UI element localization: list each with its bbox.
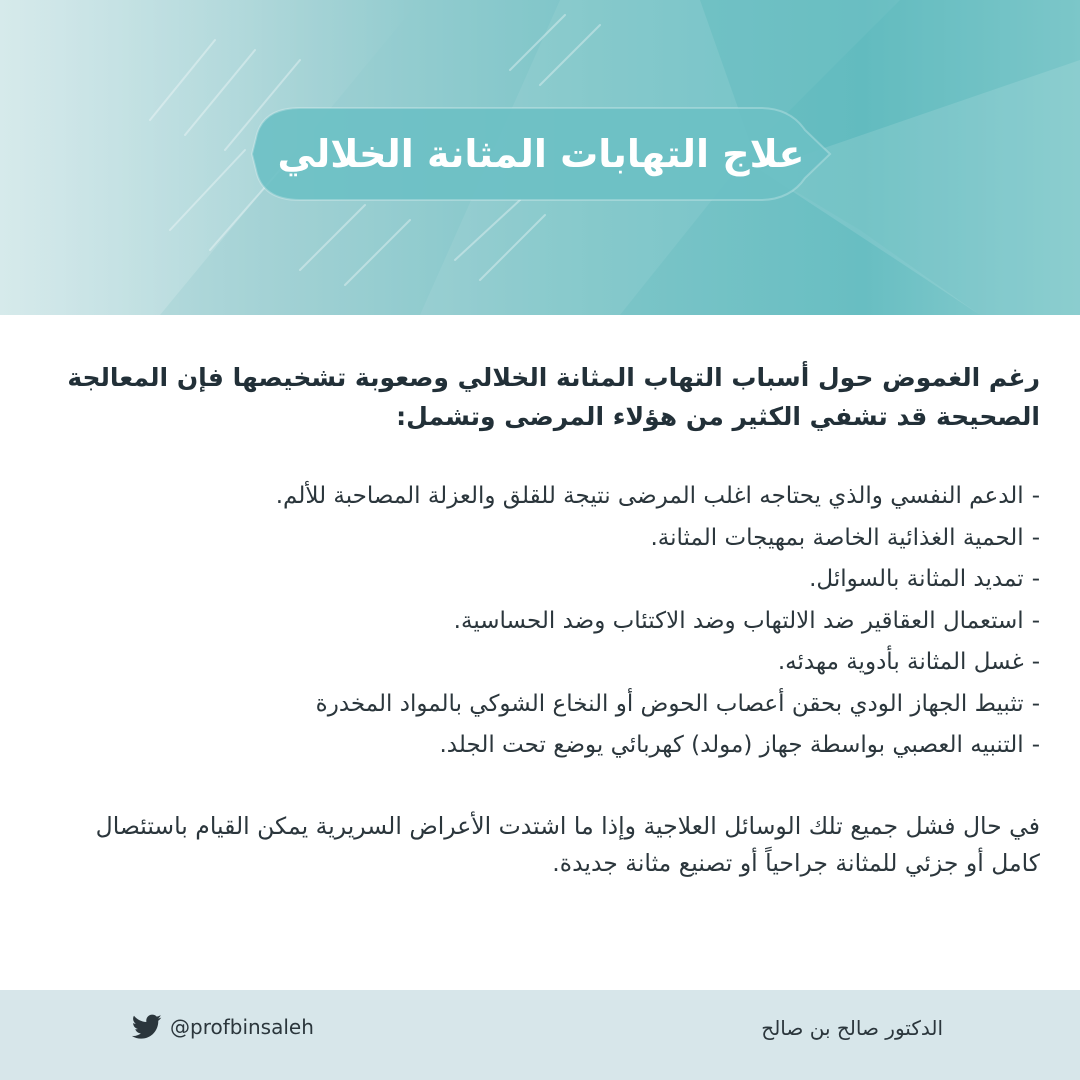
- list-marker: -: [1031, 649, 1040, 675]
- title-banner: [252, 108, 830, 200]
- list-marker: -: [1031, 566, 1040, 592]
- list-marker: -: [1031, 690, 1040, 717]
- list-marker: -: [1031, 607, 1040, 634]
- treatment-list: [40, 476, 1040, 767]
- author-name: الدكتور صالح بن صالح: [761, 1016, 943, 1040]
- list-item: [40, 725, 1040, 767]
- page-title: علاج التهابات المثانة الخلالي: [277, 132, 805, 176]
- main-content: [40, 358, 1040, 882]
- list-marker: -: [1031, 732, 1040, 758]
- twitter-handle-link[interactable]: [132, 1014, 314, 1040]
- list-item-text: التنبيه العصبي بواسطة جهاز (مولد) كهربائي يوضع تحت الجلد.: [439, 732, 1024, 758]
- footer: [0, 990, 1080, 1080]
- list-item-text: غسل المثانة بأدوية مهدئه.: [777, 649, 1024, 675]
- list-item: [40, 476, 1040, 518]
- list-item: [40, 642, 1040, 684]
- twitter-handle: @profbinsaleh: [170, 1015, 314, 1039]
- list-marker: -: [1031, 524, 1040, 551]
- list-item: [40, 518, 1040, 560]
- list-item-text: الدعم النفسي والذي يحتاجه اغلب المرضى نتيجة للقلق والعزلة المصاحبة للألم.: [275, 483, 1024, 509]
- intro-paragraph: رغم الغموض حول أسباب التهاب المثانة الخلالي وصعوبة تشخيصها فإن المعالجة الصحيحة قد تشفي الكثير من هؤلاء المرضى وتشمل:: [67, 363, 1040, 431]
- list-item-text: تمديد المثانة بالسوائل.: [809, 566, 1024, 592]
- header-banner: [0, 0, 1080, 315]
- list-item-text: استعمال العقاقير ضد الالتهاب وضد الاكتئاب وضد الحساسية.: [453, 607, 1024, 634]
- list-item: [40, 601, 1040, 643]
- conclusion-paragraph: في حال فشل جميع تلك الوسائل العلاجية وإذا ما اشتدت الأعراض السريرية يمكن القيام باستئصال كامل أو جزئي للمثانة جراحياً أو تصنيع مثانة جديدة.: [95, 811, 1040, 877]
- list-item: [40, 559, 1040, 601]
- list-item-text: الحمية الغذائية الخاصة بمهيجات المثانة.: [650, 524, 1024, 551]
- twitter-icon: [132, 1014, 162, 1040]
- list-item-text: تثبيط الجهاز الودي بحقن أعصاب الحوض أو النخاع الشوكي بالمواد المخدرة: [315, 690, 1024, 717]
- list-item: [40, 684, 1040, 726]
- list-marker: -: [1031, 483, 1040, 509]
